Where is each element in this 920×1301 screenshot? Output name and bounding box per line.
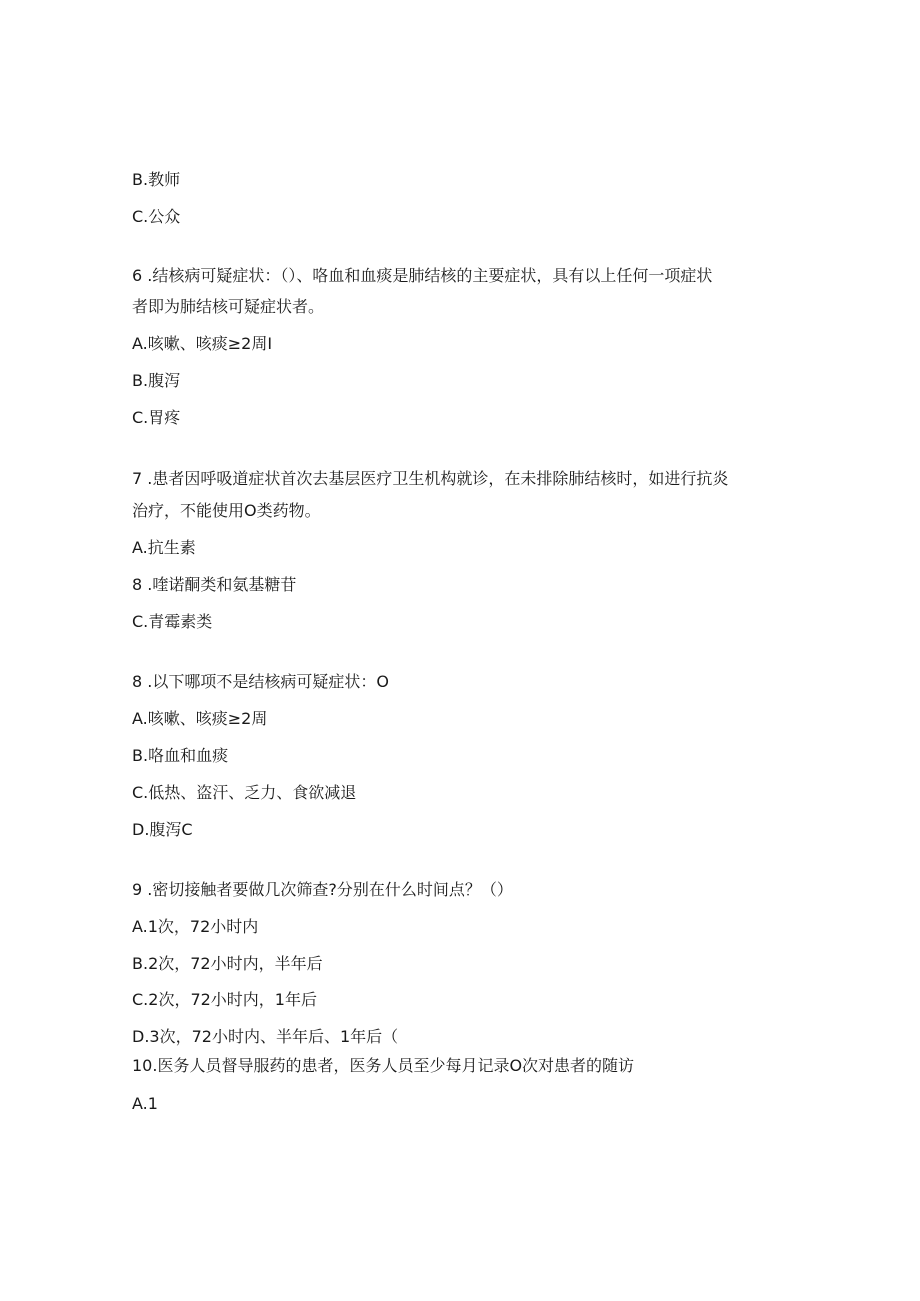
option-text: C.2次，72小时内，1年后 xyxy=(132,990,317,1009)
option-text: 8 .喹诺酮类和氨基糖苷 xyxy=(132,575,297,594)
option-text: C.青霉素类 xyxy=(132,612,213,631)
option-text: B.教师 xyxy=(132,170,181,189)
question-text: 者即为肺结核可疑症状者。 xyxy=(132,297,325,316)
option-text: A.抗生素 xyxy=(132,538,196,557)
question-text: 治疗，不能使用O类药物。 xyxy=(132,501,321,520)
option-text: A.1次，72小时内 xyxy=(132,917,259,936)
question-text: 8 .以下哪项不是结核病可疑症状：O xyxy=(132,672,389,691)
option-text: A.咳嗽、咳痰≥2周 xyxy=(132,709,268,728)
question-text: 7 .患者因呼吸道症状首次去基层医疗卫生机构就诊，在未排除肺结核时，如进行抗炎 xyxy=(132,469,729,488)
option-text: C.胃疼 xyxy=(132,408,181,427)
option-text: C.公众 xyxy=(132,207,181,226)
option-text: C.低热、盗汗、乏力、食欲减退 xyxy=(132,783,357,802)
question-text: 10.医务人员督导服药的患者，医务人员至少每月记录O次对患者的随访 xyxy=(132,1056,635,1075)
option-text: D.腹泻C xyxy=(132,820,193,839)
option-text: D.3次，72小时内、半年后、1年后（ xyxy=(132,1027,399,1046)
option-text: B.2次，72小时内，半年后 xyxy=(132,954,323,973)
option-text: A.咳嗽、咳痰≥2周I xyxy=(132,334,273,353)
option-text: B.腹泻 xyxy=(132,371,181,390)
question-text: 9 .密切接触者要做几次筛查?分别在什么时间点？（） xyxy=(132,880,513,899)
option-text: B.咯血和血痰 xyxy=(132,746,229,765)
question-text: 6 .结核病可疑症状：（）、咯血和血痰是肺结核的主要症状，具有以上任何一项症状 xyxy=(132,266,713,285)
option-text: A.1 xyxy=(132,1094,158,1113)
